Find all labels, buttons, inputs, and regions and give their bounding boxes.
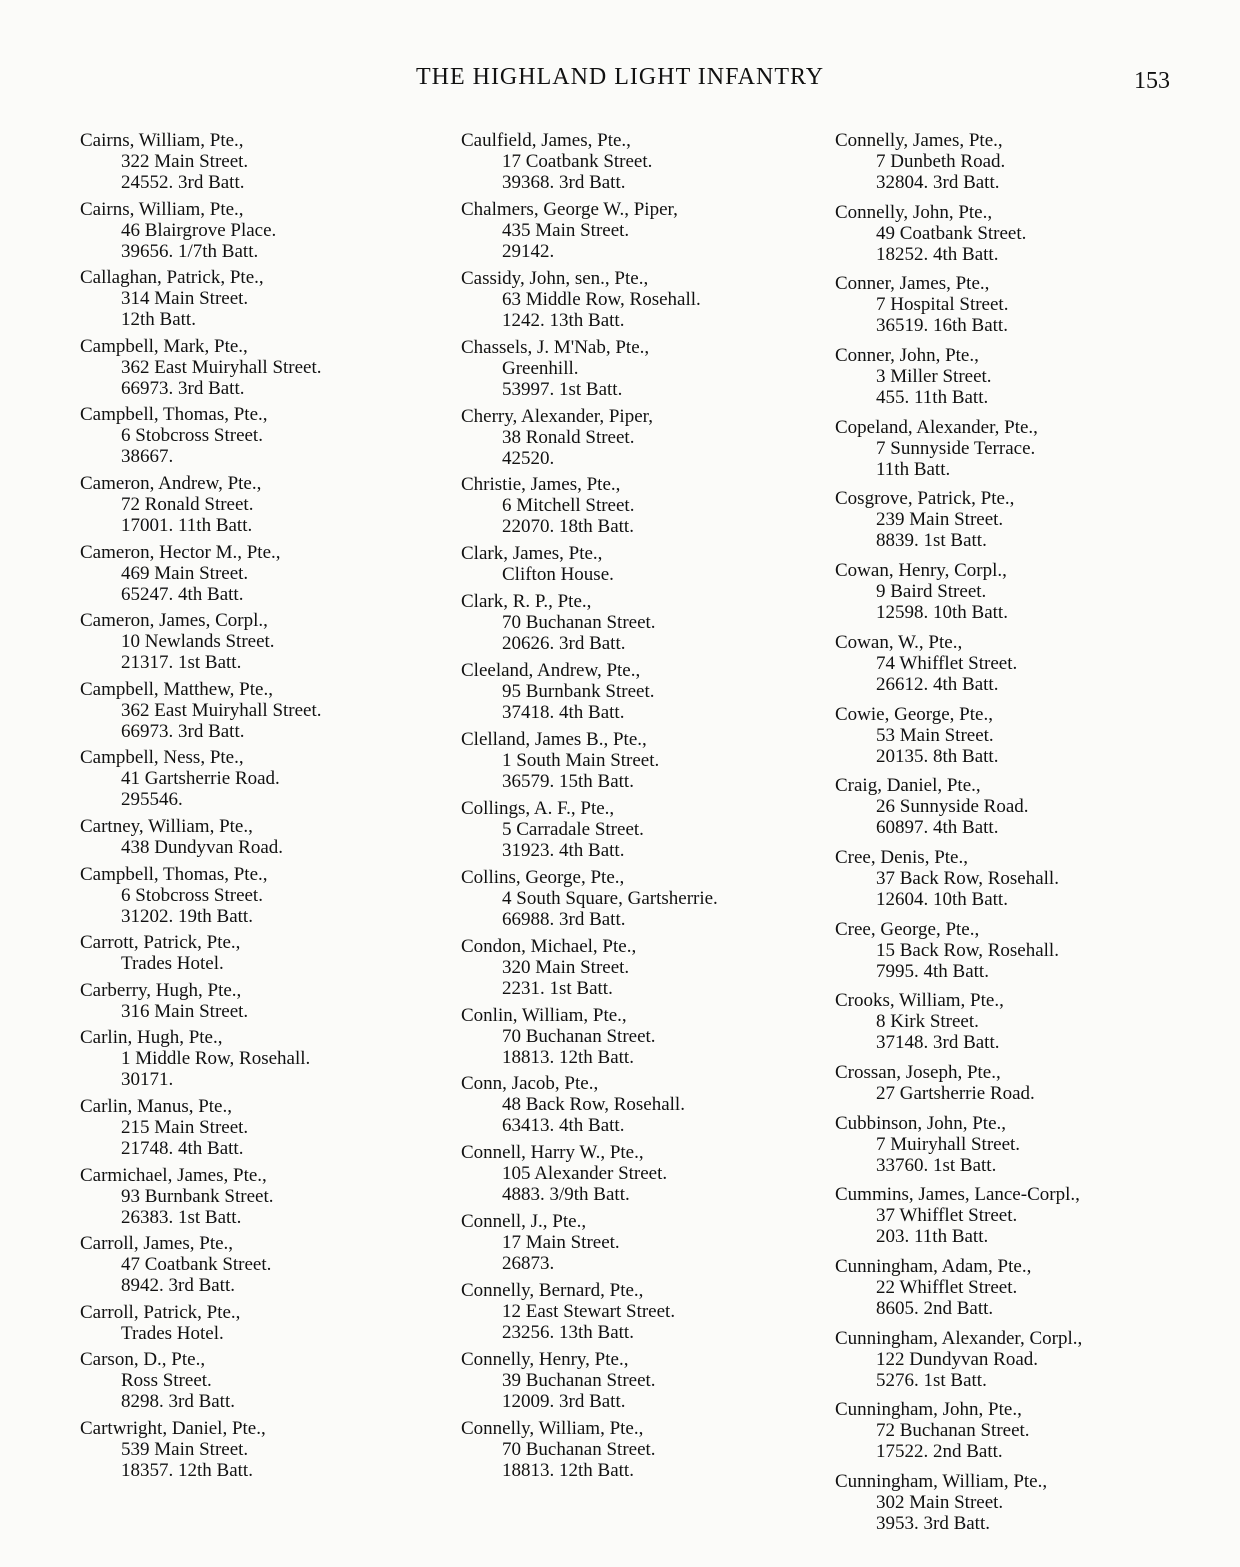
roll-entry: [80, 473, 440, 536]
roll-entry: [835, 847, 1195, 910]
roll-entry: [835, 704, 1195, 767]
entry-name: Conn, Jacob, Pte.,: [461, 1073, 599, 1095]
entry-address: 95 Burnbank Street.: [502, 681, 655, 703]
entry-address: 6 Stobcross Street.: [121, 425, 263, 447]
entry-address: 122 Dundyvan Road.: [876, 1348, 1039, 1370]
entry-name: Cowie, George, Pte.,: [835, 703, 993, 725]
entry-name: Connelly, James, Pte.,: [835, 130, 1003, 151]
entry-service: 32804. 3rd Batt.: [876, 172, 1000, 193]
roll-entry: [461, 268, 821, 331]
entry-address: 1 Middle Row, Rosehall.: [121, 1048, 311, 1070]
entry-service: 24552. 3rd Batt.: [121, 172, 245, 193]
entry-name: Carlin, Manus, Pte.,: [80, 1095, 232, 1117]
entry-name: Cunningham, John, Pte.,: [835, 1399, 1022, 1421]
entry-name: Cairns, William, Pte.,: [80, 130, 244, 151]
entry-address: 63 Middle Row, Rosehall.: [502, 288, 701, 310]
roll-entry: [835, 1328, 1195, 1391]
entry-service: 21317. 1st Batt.: [121, 652, 242, 674]
entry-service: 66973. 3rd Batt.: [121, 377, 245, 399]
entry-service: 53997. 1st Batt.: [502, 378, 623, 400]
entry-name: Cartwright, Daniel, Pte.,: [80, 1417, 266, 1439]
entry-address: 314 Main Street.: [121, 288, 249, 310]
entry-address: 10 Newlands Street.: [121, 631, 275, 653]
roll-entry: [835, 1256, 1195, 1319]
roll-entry: [80, 1349, 440, 1412]
roll-entry: [461, 337, 821, 400]
roll-entry: [835, 632, 1195, 695]
entry-service: 26612. 4th Batt.: [876, 673, 999, 695]
entry-name: Cartney, William, Pte.,: [80, 815, 253, 837]
roll-entry: [80, 864, 440, 927]
entry-address: 17 Main Street.: [502, 1232, 620, 1254]
entry-address: Clifton House.: [502, 564, 614, 586]
entry-name: Cairns, William, Pte.,: [80, 198, 244, 220]
entry-service: 11th Batt.: [876, 458, 951, 480]
entry-address: 53 Main Street.: [876, 724, 994, 746]
entry-name: Copeland, Alexander, Pte.,: [835, 416, 1038, 438]
roll-entry: [835, 345, 1195, 408]
entry-name: Conner, James, Pte.,: [835, 273, 990, 295]
entry-service: 39368. 3rd Batt.: [502, 172, 626, 193]
roll-entry: [461, 729, 821, 792]
entry-service: 203. 11th Batt.: [876, 1226, 989, 1248]
entry-name: Carlin, Hugh, Pte.,: [80, 1027, 223, 1049]
roll-entry: [461, 199, 821, 262]
entry-name: Cameron, Hector M., Pte.,: [80, 541, 281, 563]
entry-service: 12th Batt.: [121, 309, 196, 331]
entry-address: 22 Whifflet Street.: [876, 1277, 1018, 1298]
column-3: [835, 130, 1195, 1543]
entry-service: 8298. 3rd Batt.: [121, 1391, 235, 1413]
entry-address: 320 Main Street.: [502, 956, 630, 978]
roll-entry: [80, 747, 440, 810]
entry-name: Cree, Denis, Pte.,: [835, 846, 968, 868]
entry-name: Conlin, William, Pte.,: [461, 1004, 627, 1026]
entry-service: 20135. 8th Batt.: [876, 745, 999, 767]
roll-entry: [80, 199, 440, 262]
entry-service: 36519. 16th Batt.: [876, 315, 1008, 337]
entry-address: 215 Main Street.: [121, 1116, 249, 1138]
roll-entry: [835, 417, 1195, 480]
entry-service: 26873.: [502, 1253, 555, 1275]
entry-name: Campbell, Thomas, Pte.,: [80, 863, 268, 885]
entry-name: Connell, J., Pte.,: [461, 1211, 587, 1233]
entry-service: 18813. 12th Batt.: [502, 1046, 634, 1068]
entry-address: 46 Blairgrove Place.: [121, 219, 277, 241]
entry-name: Clark, R. P., Pte.,: [461, 591, 592, 613]
entry-service: 37148. 3rd Batt.: [876, 1032, 1000, 1054]
entry-name: Cassidy, John, sen., Pte.,: [461, 267, 649, 289]
entry-service: 42520.: [502, 447, 555, 469]
entry-service: 7995. 4th Batt.: [876, 960, 989, 982]
entry-service: 39656. 1/7th Batt.: [121, 240, 259, 262]
roll-entry: [461, 591, 821, 654]
entry-address: 1 South Main Street.: [502, 750, 660, 772]
entry-address: 9 Baird Street.: [876, 581, 987, 603]
entry-address: 8 Kirk Street.: [876, 1011, 979, 1033]
entry-service: 8839. 1st Batt.: [876, 530, 987, 552]
entry-address: Greenhill.: [502, 357, 579, 379]
roll-entry: [80, 336, 440, 399]
page-header: [0, 64, 1240, 96]
roll-entry: [461, 867, 821, 930]
entry-name: Carroll, James, Pte.,: [80, 1233, 234, 1255]
entry-service: 22070. 18th Batt.: [502, 516, 634, 538]
entry-service: 455. 11th Batt.: [876, 387, 989, 409]
entry-address: 7 Dunbeth Road.: [876, 151, 1006, 172]
column-2: [461, 130, 821, 1487]
entry-address: 362 East Muiryhall Street.: [121, 699, 322, 721]
roll-entry: [835, 273, 1195, 336]
roll-entry: [461, 1211, 821, 1274]
entry-address: 7 Hospital Street.: [876, 294, 1009, 316]
roll-entry: [835, 1184, 1195, 1247]
entry-service: 30171.: [121, 1069, 174, 1091]
entry-address: 316 Main Street.: [121, 1000, 249, 1022]
entry-name: Chassels, J. M'Nab, Pte.,: [461, 336, 650, 358]
entry-name: Campbell, Thomas, Pte.,: [80, 404, 268, 426]
entry-address: 37 Back Row, Rosehall.: [876, 867, 1059, 889]
entry-address: 362 East Muiryhall Street.: [121, 356, 322, 378]
entry-name: Cubbinson, John, Pte.,: [835, 1112, 1007, 1134]
roll-entry: [80, 1233, 440, 1296]
entry-service: 29142.: [502, 240, 555, 262]
entry-service: 66988. 3rd Batt.: [502, 908, 626, 930]
roll-entry: [80, 980, 440, 1022]
entry-service: 66973. 3rd Batt.: [121, 720, 245, 742]
entry-name: Cleeland, Andrew, Pte.,: [461, 660, 641, 682]
roll-entry: [461, 543, 821, 585]
entry-address: 4 South Square, Gartsherrie.: [502, 887, 718, 909]
roll-entry: [461, 1073, 821, 1136]
entry-address: 435 Main Street.: [502, 219, 630, 241]
roll-entry: [80, 1027, 440, 1090]
entry-address: 27 Gartsherrie Road.: [876, 1082, 1035, 1104]
roll-entry: [461, 474, 821, 537]
roll-entry: [835, 130, 1195, 193]
entry-name: Campbell, Matthew, Pte.,: [80, 678, 273, 700]
roll-entry: [461, 936, 821, 999]
entry-name: Callaghan, Patrick, Pte.,: [80, 267, 264, 289]
column-1: [80, 130, 440, 1486]
entry-service: 21748. 4th Batt.: [121, 1137, 244, 1159]
roll-entry: [835, 560, 1195, 623]
entry-service: 17001. 11th Batt.: [121, 514, 253, 536]
entry-address: 17 Coatbank Street.: [502, 151, 653, 172]
roll-entry: [80, 542, 440, 605]
entry-name: Campbell, Mark, Pte.,: [80, 335, 248, 357]
entry-address: 70 Buchanan Street.: [502, 1438, 656, 1460]
roll-entry: [461, 798, 821, 861]
roll-entry: [835, 775, 1195, 838]
roll-entry: [461, 406, 821, 469]
roll-entry: [80, 1302, 440, 1344]
roll-entry: [80, 1096, 440, 1159]
entry-name: Condon, Michael, Pte.,: [461, 935, 637, 957]
roll-entry: [461, 1005, 821, 1068]
entry-name: Connelly, John, Pte.,: [835, 201, 993, 223]
roll-entry: [461, 130, 821, 193]
entry-service: 17522. 2nd Batt.: [876, 1441, 1003, 1463]
roll-entry: [835, 1471, 1195, 1534]
entry-name: Carberry, Hugh, Pte.,: [80, 979, 242, 1001]
entry-address: 7 Sunnyside Terrace.: [876, 437, 1036, 459]
entry-address: 6 Mitchell Street.: [502, 495, 635, 517]
roll-entry: [80, 1165, 440, 1228]
entry-address: 539 Main Street.: [121, 1438, 249, 1460]
entry-address: 37 Whifflet Street.: [876, 1205, 1018, 1227]
entry-service: 8942. 3rd Batt.: [121, 1275, 235, 1297]
entry-address: 105 Alexander Street.: [502, 1163, 668, 1185]
roll-entry: [835, 1062, 1195, 1104]
entry-name: Chalmers, George W., Piper,: [461, 198, 678, 220]
entry-service: 60897. 4th Batt.: [876, 817, 999, 839]
roll-entry: [835, 990, 1195, 1053]
roll-entry: [461, 1280, 821, 1343]
entry-service: 37418. 4th Batt.: [502, 702, 625, 724]
entry-service: 65247. 4th Batt.: [121, 583, 244, 605]
entry-service: 8605. 2nd Batt.: [876, 1298, 994, 1319]
roll-entry: [80, 1418, 440, 1481]
entry-service: 1242. 13th Batt.: [502, 309, 625, 331]
entry-address: 48 Back Row, Rosehall.: [502, 1094, 685, 1116]
entry-service: 18813. 12th Batt.: [502, 1459, 634, 1481]
entry-address: 3 Miller Street.: [876, 366, 992, 388]
roll-entry: [835, 202, 1195, 265]
entry-address: Ross Street.: [121, 1370, 212, 1392]
entry-name: Caulfield, James, Pte.,: [461, 130, 631, 151]
entry-service: 23256. 13th Batt.: [502, 1322, 634, 1344]
entry-address: 6 Stobcross Street.: [121, 884, 263, 906]
roll-entry: [80, 932, 440, 974]
roll-entry: [461, 1142, 821, 1205]
roll-entry: [80, 130, 440, 193]
entry-service: 63413. 4th Batt.: [502, 1115, 625, 1137]
entry-name: Connelly, Bernard, Pte.,: [461, 1280, 644, 1302]
entry-address: 38 Ronald Street.: [502, 426, 635, 448]
entry-address: 70 Buchanan Street.: [502, 612, 656, 634]
entry-address: 322 Main Street.: [121, 151, 249, 172]
entry-name: Cunningham, William, Pte.,: [835, 1471, 1048, 1493]
entry-name: Cameron, James, Corpl.,: [80, 610, 268, 632]
entry-service: 3953. 3rd Batt.: [876, 1513, 990, 1535]
roll-entry: [80, 816, 440, 858]
entry-service: 2231. 1st Batt.: [502, 977, 613, 999]
entry-name: Christie, James, Pte.,: [461, 474, 621, 496]
entry-name: Clark, James, Pte.,: [461, 543, 603, 565]
entry-address: 49 Coatbank Street.: [876, 222, 1027, 244]
page-title: THE HIGHLAND LIGHT INFANTRY: [415, 64, 825, 90]
entry-address: 302 Main Street.: [876, 1492, 1004, 1514]
entry-address: 7 Muiryhall Street.: [876, 1133, 1021, 1155]
entry-address: 15 Back Row, Rosehall.: [876, 939, 1059, 961]
entry-service: 5276. 1st Batt.: [876, 1369, 987, 1391]
entry-name: Clelland, James B., Pte.,: [461, 729, 647, 751]
entry-name: Collings, A. F., Pte.,: [461, 797, 615, 819]
entry-name: Connell, Harry W., Pte.,: [461, 1142, 644, 1164]
entry-address: 41 Gartsherrie Road.: [121, 768, 280, 790]
entry-name: Crossan, Joseph, Pte.,: [835, 1061, 1001, 1083]
entry-service: 12598. 10th Batt.: [876, 602, 1008, 624]
entry-name: Cosgrove, Patrick, Pte.,: [835, 488, 1015, 510]
entry-name: Cowan, W., Pte.,: [835, 631, 963, 653]
entry-name: Cowan, Henry, Corpl.,: [835, 560, 1007, 582]
entry-name: Carson, D., Pte.,: [80, 1349, 206, 1371]
entry-name: Cunningham, Adam, Pte.,: [835, 1256, 1032, 1277]
entry-address: 12 East Stewart Street.: [502, 1301, 676, 1323]
entry-address: 47 Coatbank Street.: [121, 1254, 272, 1276]
entry-name: Crooks, William, Pte.,: [835, 990, 1004, 1012]
roll-entry: [461, 1418, 821, 1481]
entry-name: Cunningham, Alexander, Corpl.,: [835, 1327, 1083, 1349]
entry-name: Cameron, Andrew, Pte.,: [80, 472, 262, 494]
entry-name: Carmichael, James, Pte.,: [80, 1164, 267, 1186]
entry-address: 5 Carradale Street.: [502, 818, 644, 840]
entry-address: 39 Buchanan Street.: [502, 1370, 656, 1392]
entry-service: 31923. 4th Batt.: [502, 839, 625, 861]
entry-address: 72 Buchanan Street.: [876, 1420, 1030, 1442]
entry-service: 295546.: [121, 789, 183, 811]
entry-name: Cree, George, Pte.,: [835, 918, 980, 940]
entry-name: Conner, John, Pte.,: [835, 345, 979, 367]
entry-name: Connelly, William, Pte.,: [461, 1417, 644, 1439]
entry-address: 70 Buchanan Street.: [502, 1025, 656, 1047]
roll-entry: [835, 488, 1195, 551]
roll-entry: [80, 267, 440, 330]
entry-address: 74 Whifflet Street.: [876, 652, 1018, 674]
entry-service: 26383. 1st Batt.: [121, 1206, 242, 1228]
entry-address: 72 Ronald Street.: [121, 493, 254, 515]
entry-service: 12009. 3rd Batt.: [502, 1391, 626, 1413]
entry-service: 31202. 19th Batt.: [121, 905, 253, 927]
entry-name: Cherry, Alexander, Piper,: [461, 405, 653, 427]
page-number: 153: [1134, 68, 1170, 94]
entry-service: 18252. 4th Batt.: [876, 243, 999, 265]
roll-entry: [80, 610, 440, 673]
entry-address: 469 Main Street.: [121, 562, 249, 584]
entry-address: Trades Hotel.: [121, 953, 224, 975]
entry-name: Collins, George, Pte.,: [461, 866, 625, 888]
entry-service: 18357. 12th Batt.: [121, 1459, 253, 1481]
entry-address: 438 Dundyvan Road.: [121, 836, 284, 858]
entry-service: 12604. 10th Batt.: [876, 888, 1008, 910]
roll-entry: [835, 919, 1195, 982]
entry-address: Trades Hotel.: [121, 1322, 224, 1344]
roll-entry: [80, 404, 440, 467]
roll-entry: [835, 1399, 1195, 1462]
entry-service: 38667.: [121, 446, 174, 468]
entry-service: 20626. 3rd Batt.: [502, 633, 626, 655]
entry-address: 239 Main Street.: [876, 509, 1004, 531]
roll-entry: [835, 1113, 1195, 1176]
entry-name: Carrott, Patrick, Pte.,: [80, 932, 241, 954]
entry-name: Carroll, Patrick, Pte.,: [80, 1301, 241, 1323]
entry-name: Cummins, James, Lance-Corpl.,: [835, 1184, 1080, 1206]
entry-service: 33760. 1st Batt.: [876, 1154, 997, 1176]
entry-service: 36579. 15th Batt.: [502, 771, 634, 793]
entry-address: 93 Burnbank Street.: [121, 1185, 274, 1207]
entry-address: 26 Sunnyside Road.: [876, 796, 1029, 818]
roll-entry: [80, 679, 440, 742]
entry-name: Craig, Daniel, Pte.,: [835, 775, 981, 797]
roll-entry: [461, 660, 821, 723]
entry-name: Campbell, Ness, Pte.,: [80, 747, 244, 769]
entry-name: Connelly, Henry, Pte.,: [461, 1349, 629, 1371]
entry-service: 4883. 3/9th Batt.: [502, 1184, 630, 1206]
roll-entry: [461, 1349, 821, 1412]
